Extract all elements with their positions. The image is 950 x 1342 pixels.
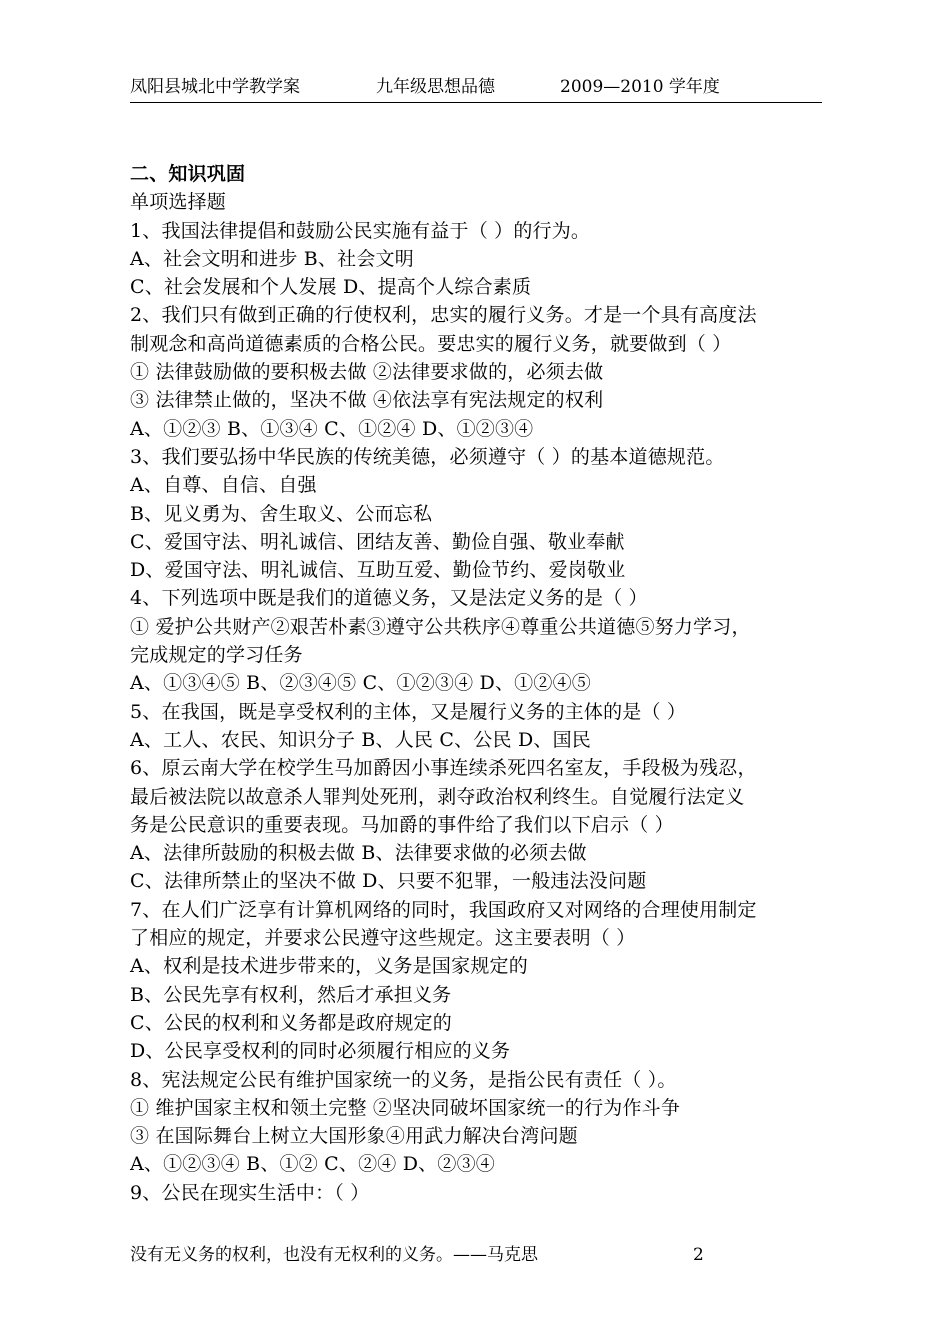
text-line: ① 爱护公共财产②艰苦朴素③遵守公共秩序④尊重公共道德⑤努力学习， [130,615,751,638]
text-line: 3、我们要弘扬中华民族的传统美德，必须遵守（ ）的基本道德规范。 [130,445,725,468]
section-title: 二、知识巩固 [130,163,246,185]
text-line: ① 维护国家主权和领土完整 ②坚决同破坏国家统一的行为作斗争 [130,1096,681,1119]
page-header [130,76,822,103]
text-line: ③ 法律禁止做的，坚决不做 ④依法享有宪法规定的权利 [130,389,604,412]
text-line: C、公民的权利和义务都是政府规定的 [130,1011,452,1034]
text-line: C、爱国守法、明礼诚信、团结友善、勤俭自强、敬业奉献 [130,530,625,553]
text-line: ③ 在国际舞台上树立大国形象④用武力解决台湾问题 [130,1125,578,1148]
text-line: 最后被法院以故意杀人罪判处死刑，剥夺政治权利终生。自觉履行法定义 [130,785,745,808]
header-grade-subject: 九年级思想品德 [376,77,495,97]
text-line: 2、我们只有做到正确的行使权利，忠实的履行义务。才是一个具有高度法 [130,304,757,327]
text-line: B、见义勇为、舍生取义、公而忘私 [130,502,433,525]
text-line: D、爱国守法、明礼诚信、互助互爱、勤俭节约、爱岗敬业 [130,559,626,582]
text-line: 1、我国法律提倡和鼓励公民实施有益于（ ）的行为。 [130,219,591,242]
text-line: A、法律所鼓励的积极去做 B、法律要求做的必须去做 [130,842,587,865]
document-body [130,160,840,1207]
text-line: A、①③④⑤ B、②③④⑤ C、①②③④ D、①②④⑤ [130,672,591,695]
question-list [130,217,840,1207]
text-line: A、社会文明和进步 B、社会文明 [130,247,414,270]
text-line: A、权利是技术进步带来的，义务是国家规定的 [130,955,528,978]
text-line: 制观念和高尚道德素质的合格公民。要忠实的履行义务，就要做到（ ） [130,332,732,355]
text-line: C、法律所禁止的坚决不做 D、只要不犯罪，一般违法没问题 [130,870,647,893]
text-line: ① 法律鼓励做的要积极去做 ②法律要求做的，必须去做 [130,361,604,384]
header-school-year: 2009—2010 学年度 [560,77,720,97]
text-line: A、工人、农民、知识分子 B、人民 C、公民 D、国民 [130,728,591,751]
text-line: 了相应的规定，并要求公民遵守这些规定。这主要表明（ ） [130,927,636,950]
text-line: A、①②③④ B、①② C、②④ D、②③④ [130,1153,495,1176]
section-subtitle: 单项选择题 [130,191,227,214]
text-line: B、公民先享有权利，然后才承担义务 [130,983,452,1006]
footer-quote: 没有无义务的权利，也没有无权利的义务。——马克思 [130,1245,538,1265]
text-line: 8、宪法规定公民有维护国家统一的义务，是指公民有责任（ ）。 [130,1068,677,1091]
page-number: 2 [693,1245,704,1265]
text-line: 完成规定的学习任务 [130,644,303,667]
header-school-name: 凤阳县城北中学教学案 [130,77,300,97]
text-line: D、公民享受权利的同时必须履行相应的义务 [130,1040,511,1063]
text-line: C、社会发展和个人发展 D、提高个人综合素质 [130,276,532,299]
text-line: 6、原云南大学在校学生马加爵因小事连续杀死四名室友，手段极为残忍， [130,757,757,780]
text-line: 4、下列选项中既是我们的道德义务，又是法定义务的是（ ） [130,587,648,610]
text-line: 务是公民意识的重要表现。马加爵的事件给了我们以下启示（ ） [130,813,674,836]
text-line: 5、在我国，既是享受权利的主体，又是履行义务的主体的是（ ） [130,700,687,723]
text-line: A、①②③ B、①③④ C、①②④ D、①②③④ [130,417,534,440]
text-line: A、自尊、自信、自强 [130,474,317,497]
text-line: 7、在人们广泛享有计算机网络的同时，我国政府又对网络的合理使用制定 [130,898,757,921]
text-line: 9、公民在现实生活中：（ ） [130,1181,370,1204]
